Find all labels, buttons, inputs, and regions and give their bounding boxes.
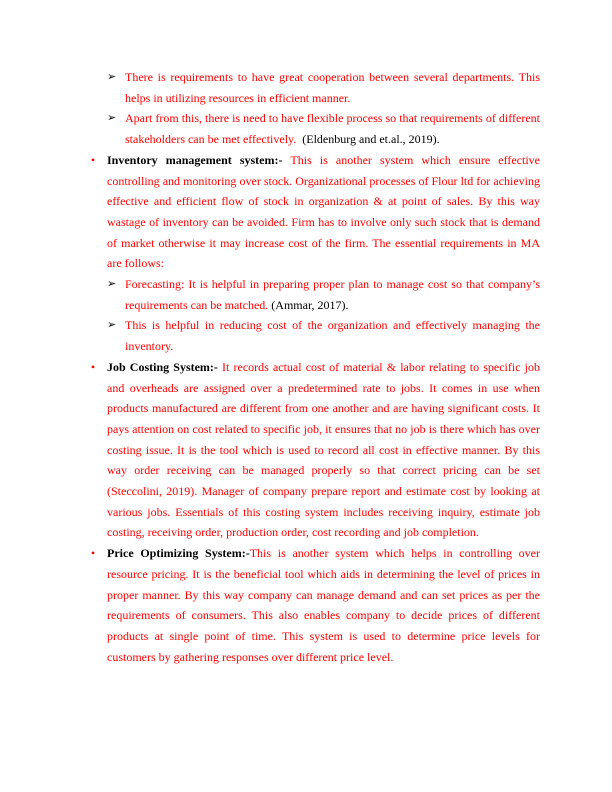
bullet-icon: •	[90, 359, 96, 374]
section-body: This is another system which helps in controlling over resource pricing. It is the beneficial tool which aids in determining the level of prices in proper manner. By this way company can manage demand and can set prices as per the requirements of consumers. This also enables company to decide prices of different products at single point of time. This system is used to determine price levels for customers by gathering responses over different price level.	[107, 546, 540, 664]
list-item	[107, 108, 540, 149]
arrow-bullet-icon: ➢	[107, 71, 117, 83]
section-body: It records actual cost of material & labor relating to specific job and overheads are assigned over a predetermined rate to jobs. It comes in use when products manufactured are different from one another and are having significant costs. It pays attention on cost related to specific job, it ensures that no job is there which has over costing issue. It is the tool which is used to record all cost in effective manner. By this way order receiving can be managed properly so that correct pricing can be set (Steccolini, 2019). Manager of company prepare report and estimate cost by looking at various jobs. Essentials of this costing system includes receiving inquiry, estimate job costing, receiving order, production order, cost recording and job completion.	[107, 359, 540, 540]
document-content	[88, 67, 540, 667]
section-inventory-management	[88, 150, 540, 274]
list-item	[107, 274, 540, 315]
citation: (Ammar, 2017).	[271, 297, 349, 312]
section-heading: Inventory management system:-	[107, 152, 283, 167]
section-price-optimizing	[88, 543, 540, 667]
list-item	[107, 315, 540, 356]
section-heading: Job Costing System:-	[107, 359, 218, 374]
section-heading: Price Optimizing System:-	[107, 546, 250, 561]
list-item-text: Forecasting: It is helpful in preparing proper plan to manage cost so that company’s requirements can be matched.	[125, 277, 540, 312]
inventory-sub-list	[88, 274, 540, 357]
list-item-text: Apart from this, there is need to have flexible process so that requirements of different stakeholders can be met effectively.	[125, 111, 540, 147]
list-item-text: This is helpful in reducing cost of the organization and effectively managing the inventory.	[125, 318, 540, 354]
list-item	[107, 67, 540, 108]
intro-sub-list	[88, 67, 540, 150]
arrow-bullet-icon: ➢	[107, 319, 117, 332]
citation: (Eldenburg and et.al., 2019).	[302, 132, 440, 147]
section-job-costing	[88, 357, 540, 543]
list-item-text: There is requirements to have great cooperation between several departments. This helps in utilizing resources in efficient manner.	[125, 70, 540, 105]
section-body: This is another system which ensure effective controlling and monitoring over stock. Organizational processes of Flour ltd for achieving effective and efficient flow of stock in organization & at point of sales. By this way wastage of inventory can be avoided. Firm has to involve only such stock that is demand of market otherwise it may increase cost of the firm. The essential requirements in MA are follows:	[107, 152, 540, 271]
bullet-icon: •	[90, 546, 96, 561]
arrow-bullet-icon: ➢	[107, 278, 117, 291]
arrow-bullet-icon: ➢	[107, 112, 117, 125]
bullet-icon: •	[90, 152, 96, 167]
